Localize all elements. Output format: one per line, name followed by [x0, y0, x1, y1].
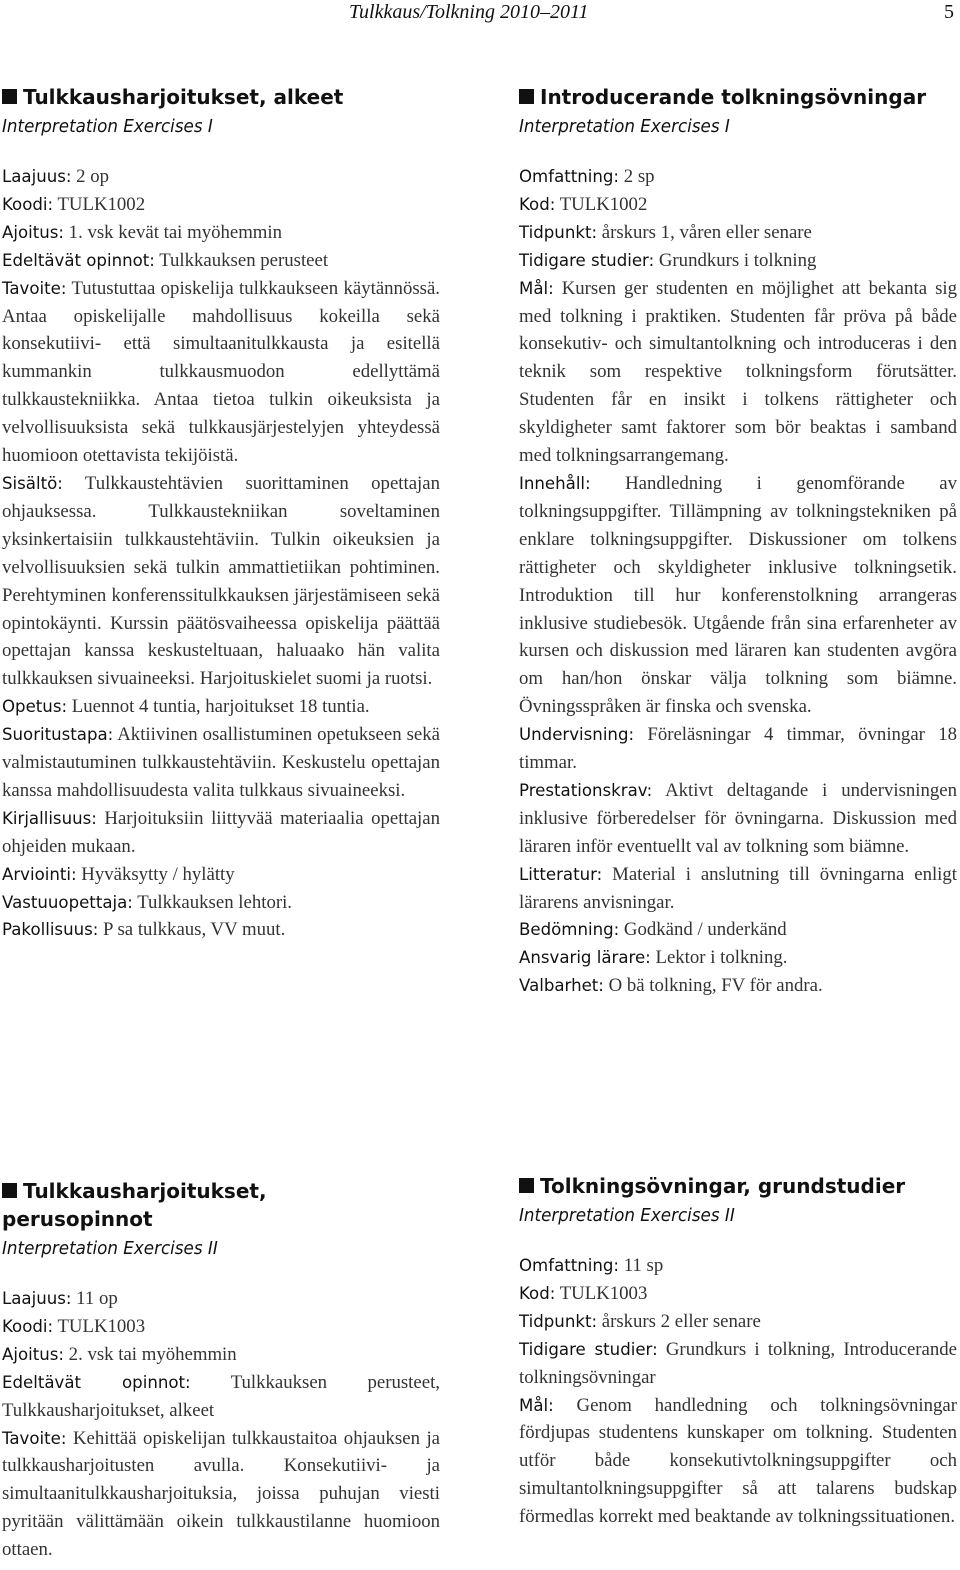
course-detail-row [2, 1341, 440, 1369]
detail-label: Koodi: [2, 1316, 54, 1336]
bullet-square-icon [519, 89, 534, 104]
course-detail-row [2, 275, 440, 470]
detail-value: Genom handledning och tolkningsövningar fördjupas studentens kunskaper om tolkning. Studenten utför både konsekutivtolkningsuppgifter och simultantolkningsuppgifter så att talarens budskap förmedlas korrekt med beaktande av tolkningssituationen. [519, 1394, 957, 1528]
detail-value: Tulkkauksen perusteet, Tulkkausharjoitukset, alkeet [2, 1371, 440, 1421]
detail-label: Tidpunkt: [519, 1311, 598, 1331]
course-detail-row [519, 1252, 957, 1280]
detail-label: Kod: [519, 1283, 556, 1303]
course-detail-row [2, 693, 440, 721]
course-detail-row [2, 163, 440, 191]
section-subtitle: Interpretation Exercises I [519, 116, 730, 137]
section-title [519, 83, 957, 111]
running-head [0, 0, 960, 24]
detail-label: Innehåll: [519, 473, 591, 493]
detail-value: Grundkurs i tolkning [654, 249, 817, 271]
detail-label: Undervisning: [519, 725, 635, 745]
detail-label: Edeltävät opinnot: [2, 250, 155, 270]
detail-label: Arviointi: [2, 864, 77, 884]
section-title-line [2, 1205, 440, 1233]
course-detail-row [519, 916, 957, 944]
detail-value: Kursen ger studenten en möjlighet att bekanta sig med tolkning i praktiken. Studenten får pröva på både konsekutiv- och simultantolkning och introduceras i den teknik som respektive tolkningsform förutsätter. Studenten får en insikt i tolkens rättigheter och skyldigheter samt faktorer som bör beaktas i samband med tolkningsarrangemang. [519, 277, 957, 467]
detail-label: Omfattning: [519, 1256, 620, 1275]
course-detail-row [519, 219, 957, 247]
section-spacer [2, 143, 440, 163]
course-detail-row [519, 861, 957, 917]
detail-value: årskurs 2 eller senare [597, 1310, 761, 1332]
detail-value: 11 op [71, 1288, 118, 1309]
course-detail-row [2, 1313, 440, 1341]
detail-label: Sisältö: [2, 473, 63, 493]
detail-value: 11 sp [619, 1255, 664, 1276]
course-detail-row [519, 972, 957, 1000]
detail-label: Tidigare studier: [519, 1339, 658, 1359]
course-detail-row [2, 247, 440, 275]
course-detail-row [519, 944, 957, 972]
course-detail-row [2, 1285, 440, 1313]
detail-value: 2 op [71, 166, 110, 187]
detail-value: Aktiivinen osallistuminen opetukseen sekä valmistautuminen tulkkaustehtäviin. Keskustelu opettajan kanssa mahdollisuudesta valita tulkkaus sivuaineeksi. [2, 724, 440, 801]
detail-label: Tavoite: [2, 278, 67, 298]
course-details [519, 163, 957, 1000]
course-detail-row [519, 275, 957, 470]
detail-value: Grundkurs i tolkning, Introducerande tolkningsövningar [519, 1338, 957, 1388]
detail-label: Ajoitus: [2, 222, 64, 242]
section-title-line [2, 83, 440, 111]
detail-value: Hyväksytty / hylätty [76, 863, 235, 885]
course-detail-row [2, 861, 440, 889]
detail-value: Harjoituksiin liittyvää materiaalia opettajan ohjeiden mukaan. [2, 807, 440, 857]
detail-value: Föreläsningar 4 timmar, övningar 18 timmar. [519, 724, 957, 774]
section-spacer [519, 143, 957, 163]
course-detail-row [2, 1369, 440, 1425]
course-detail-row [519, 470, 957, 721]
course-detail-row [2, 916, 440, 944]
detail-label: Mål: [519, 278, 554, 298]
detail-label: Edeltävät opinnot: [2, 1372, 191, 1392]
bullet-square-icon [519, 1178, 534, 1193]
detail-label: Omfattning: [519, 167, 620, 186]
section-title-text: Tolkningsövningar, grundstudier [540, 1174, 906, 1198]
detail-value: Tulkkauksen lehtori. [132, 891, 293, 913]
detail-value: Lektor i tolkning. [650, 947, 788, 969]
course-block-tulkkausharjoitukset-alkeet [2, 83, 440, 944]
detail-label: Laajuus: [2, 1289, 72, 1308]
course-details [519, 1252, 957, 1531]
detail-value: Luennot 4 tuntia, harjoitukset 18 tuntia. [67, 696, 370, 718]
running-head-title: Tulkkaus/Tolkning 2010–2011 [349, 1, 589, 23]
detail-label: Tidigare studier: [519, 250, 655, 270]
section-title [519, 1172, 957, 1200]
detail-label: Pakollisuus: [2, 920, 99, 940]
detail-label: Kirjallisuus: [2, 808, 97, 828]
course-detail-row [519, 1392, 957, 1532]
course-detail-row [2, 889, 440, 917]
section-spacer [519, 1232, 957, 1252]
course-details [2, 1285, 440, 1564]
detail-value: TULK1002 [53, 193, 146, 215]
detail-value: TULK1002 [555, 193, 648, 215]
section-title-line [2, 1177, 440, 1205]
detail-value: Tulkkauksen perusteet [154, 249, 329, 271]
detail-value: O bä tolkning, FV för andra. [603, 975, 823, 997]
course-detail-row [519, 247, 957, 275]
course-detail-row [2, 721, 440, 805]
course-detail-row [519, 777, 957, 861]
detail-label: Litteratur: [519, 864, 603, 884]
detail-value: Tutustuttaa opiskelija tulkkaukseen käytännössä. Antaa opiskelijalle mahdollisuus kokeilla sekä konsekutiivi- että simultaanitulkkausta ja esitellä kummankin tulkkausmuodon edellyttämä tulkkaustekniikka. Antaa tietoa tulkin oikeuksista ja velvollisuuksista sekä tulkkausjärjestelyjen yhteydessä huomioon otettavista tekijöistä. [2, 277, 440, 467]
detail-label: Kod: [519, 194, 556, 214]
course-detail-row [519, 191, 957, 219]
section-title [2, 83, 440, 111]
detail-value: Material i anslutning till övningarna enligt lärarens anvisningar. [519, 863, 957, 913]
detail-value: 2. vsk tai myöhemmin [63, 1343, 237, 1365]
section-title-line [519, 1172, 957, 1200]
detail-label: Suoritustapa: [2, 725, 114, 745]
section-subtitle: Interpretation Exercises II [2, 1238, 218, 1259]
detail-value: Handledning i genomförande av tolkningsuppgifter. Tillämpning av tolkningstekniken på enklare tolkningsuppgifter. Diskussioner om tolkens rättigheter och skyldigheter inklusive tolkningsetik. Introduktion till hur konferenstolkning arrangeras inklusive studiebesök. Utgående från sina erfarenheter av kursen och diskussion med läraren kan studenten avgöra om han/hon önskar välja tolkning som biämne. Övningsspråken är finska och svenska. [519, 472, 957, 718]
section-subtitle: Interpretation Exercises I [2, 116, 213, 137]
detail-label: Laajuus: [2, 167, 72, 186]
course-detail-row [2, 1425, 440, 1565]
detail-value: Kehittää opiskelijan tulkkaustaitoa ohjauksen ja tulkkausharjoitusten avulla. Konsekutiivi- ja simultaanitulkkausharjoituksia, joissa puhujan viesti pyritään välittämään oikein tulkkaustilanne huomioon ottaen. [2, 1427, 440, 1561]
course-block-tulkkausharjoitukset-perusopinnot [2, 1177, 440, 1564]
section-subtitle: Interpretation Exercises II [519, 1205, 735, 1226]
detail-label: Koodi: [2, 194, 54, 214]
course-detail-row [519, 1280, 957, 1308]
detail-label: Tavoite: [2, 1428, 67, 1448]
course-detail-row [2, 470, 440, 693]
detail-label: Prestationskrav: [519, 780, 653, 800]
section-title-text: perusopinnot [2, 1207, 153, 1231]
detail-value: Godkänd / underkänd [619, 919, 787, 941]
course-detail-row [2, 219, 440, 247]
section-title-text: Tulkkausharjoitukset, [23, 1179, 267, 1203]
course-detail-row [2, 805, 440, 861]
detail-label: Vastuuopettaja: [2, 892, 133, 912]
detail-label: Ajoitus: [2, 1344, 64, 1364]
detail-value: P sa tulkkaus, VV muut. [98, 919, 286, 941]
detail-value: Tulkkaustehtävien suorittaminen opettajan ohjauksessa. Tulkkaustekniikan soveltaminen yksinkertaisiin tulkkaustehtäviin. Tulkin oikeuksien ja velvollisuuksien sekä tulkin ammattietiikan pohtiminen. Perehtyminen konferenssitulkkauksen järjestämiseen sekä opintokäynti. Kurssin päätösvaiheessa opiskelija päättää opettajan kanssa keskusteltuaan, haluaako hän valita tulkkauksen sivuaineeksi. Harjoituskielet suomi ja ruotsi. [2, 472, 440, 690]
course-block-introducerande-tolkningsovningar [519, 83, 957, 1000]
detail-value: Aktivt deltagande i undervisningen inklusive förberedelser för övningarna. Diskussion med läraren inför eventuellt val av tolkning som biämne. [519, 779, 957, 857]
detail-label: Valbarhet: [519, 976, 604, 996]
detail-value: TULK1003 [53, 1315, 146, 1337]
detail-label: Bedömning: [519, 920, 620, 940]
course-detail-row [519, 1308, 957, 1336]
detail-value: TULK1003 [555, 1282, 648, 1304]
course-block-tolkningsovningar-grundstudier [519, 1172, 957, 1531]
detail-value: 2 sp [619, 166, 655, 187]
detail-label: Tidpunkt: [519, 222, 598, 242]
section-title-line [519, 83, 957, 111]
detail-label: Mål: [519, 1395, 554, 1415]
course-detail-row [2, 191, 440, 219]
course-detail-row [519, 721, 957, 777]
section-title-text: Introducerande tolkningsövningar [540, 85, 927, 109]
course-detail-row [519, 163, 957, 191]
bullet-square-icon [2, 89, 17, 104]
section-title [2, 1177, 440, 1233]
bullet-square-icon [2, 1183, 17, 1198]
section-spacer [2, 1265, 440, 1285]
detail-value: årskurs 1, våren eller senare [597, 221, 812, 243]
course-details [2, 163, 440, 944]
detail-value: 1. vsk kevät tai myöhemmin [63, 221, 283, 243]
course-detail-row [519, 1336, 957, 1392]
detail-label: Opetus: [2, 697, 68, 717]
section-title-text: Tulkkausharjoitukset, alkeet [23, 85, 344, 109]
detail-label: Ansvarig lärare: [519, 948, 651, 968]
page-number: 5 [944, 1, 954, 23]
